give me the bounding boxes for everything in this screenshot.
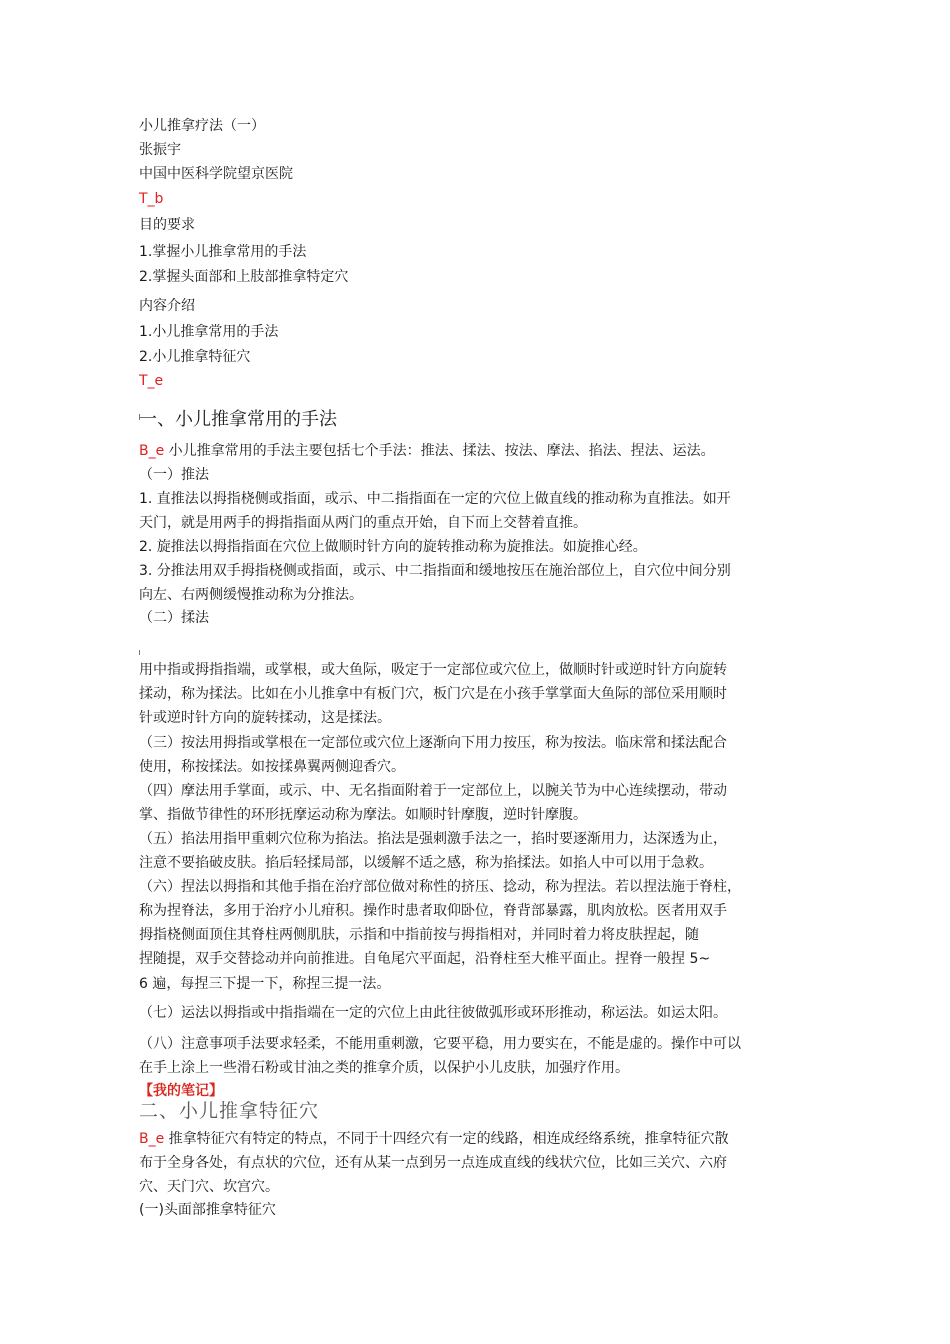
- section1-line: （六）捏法以拇指和其他手指在治疗部位做对称性的挤压、捻动，称为捏法。若以捏法施于脊柱，: [139, 879, 741, 895]
- section1-line: 在手上涂上一些滑石粉或甘油之类的推拿介质，以保护小儿皮肤，加强疗作用。: [139, 1060, 629, 1076]
- section1-line: 注意不要掐破皮肤。掐后轻揉局部，以缓解不适之感，称为掐揉法。如掐人中可以用于急救。: [139, 855, 713, 871]
- section2-line: (一)头面部推拿特征穴: [139, 1202, 276, 1218]
- institution: 中国中医科学院望京医院: [139, 166, 293, 182]
- section1-tag: B_e: [139, 443, 165, 459]
- section1-line: 2. 旋推法以拇指指面在穴位上做顺时针方向的旋转推动称为旋推法。如旋推心经。: [139, 539, 647, 555]
- section1-line: 掌、指做节律性的环形抚摩运动称为摩法。如顺时针摩腹，逆时针摩腹。: [139, 807, 587, 823]
- section1-line: （一）推法: [139, 467, 209, 483]
- section2-tag: B_e: [139, 1131, 165, 1147]
- content-heading: 内容介绍: [139, 298, 195, 314]
- author: 张振宇: [139, 142, 181, 158]
- goal-item: 1.掌握小儿推拿常用的手法: [139, 244, 307, 260]
- section1-line: （七）运法以拇指或中指指端在一定的穴位上由此往彼做弧形或环形推动，称运法。如运太阳。: [139, 1005, 727, 1021]
- doc-title: 小儿推拿疗法（一）: [139, 118, 265, 134]
- margin-mark: [139, 650, 140, 655]
- section1-line: 3. 分推法用双手拇指桡侧或指面，或示、中二指指面和缓地按压在施治部位上，自穴位中间分别: [139, 563, 731, 579]
- section1-line: 用中指或拇指指端，或掌根，或大鱼际，吸定于一定部位或穴位上，做顺时针或逆时针方向旋转: [139, 662, 727, 678]
- section1-line: 揉动，称为揉法。比如在小儿推拿中有板门穴，板门穴是在小孩手掌掌面大鱼际的部位采用顺时: [139, 686, 727, 702]
- section1-line: （四）摩法用手掌面，或示、中、无名指面附着于一定部位上，以腕关节为中心连续摆动，带动: [139, 783, 727, 799]
- section1-line: （八）注意事项手法要求轻柔，不能用重刺激，它要平稳，用力要实在，不能是虚的。操作中可以: [139, 1036, 741, 1052]
- section1-line: 针或逆时针方向的旋转揉动，这是揉法。: [139, 710, 391, 726]
- tag-begin: T_b: [139, 191, 164, 207]
- section1-line: 6 遍，每捏三下提一下，称捏三提一法。: [139, 976, 391, 992]
- section2-paragraph: [139, 1129, 729, 1149]
- content-item: 1.小儿推拿常用的手法: [139, 324, 279, 340]
- section1-line: （二）揉法: [139, 610, 209, 626]
- section1-paragraph: [139, 441, 715, 461]
- section2-heading: 二、小儿推拿特征穴: [139, 1100, 320, 1122]
- my-notes-label: 【我的笔记】: [139, 1083, 223, 1099]
- section1-heading: 一、小儿推拿常用的手法: [139, 409, 337, 430]
- goal-item: 2.掌握头面部和上肢部推拿特定穴: [139, 269, 349, 285]
- section1-line: 使用，称按揉法。如按揉鼻翼两侧迎香穴。: [139, 759, 405, 775]
- content-item: 2.小儿推拿特征穴: [139, 349, 251, 365]
- section1-line: 向左、右两侧缓慢推动称为分推法。: [139, 587, 363, 603]
- section1-line: （三）按法用拇指或掌根在一定部位或穴位上逐渐向下用力按压，称为按法。临床常和揉法配合: [139, 735, 727, 751]
- section1-line: （五）掐法用指甲重刺穴位称为掐法。掐法是强刺激手法之一，掐时要逐渐用力，达深透为止，: [139, 831, 727, 847]
- section2-line: 推拿特征穴有特定的特点，不同于十四经穴有一定的线路，相连成经络系统，推拿特征穴散: [168, 1131, 729, 1147]
- tag-end: T_e: [139, 373, 164, 389]
- section1-line: 拇指桡侧面顶住其脊柱两侧肌肤，示指和中指前按与拇指相对，并同时着力将皮肤捏起，随: [139, 927, 699, 943]
- section1-line: 捏随提，双手交替捻动并向前推进。自龟尾穴平面起，沿脊柱至大椎平面止。捏脊一般捏 5~: [139, 951, 711, 967]
- goals-heading: 目的要求: [139, 217, 195, 233]
- section2-line: 穴、天门穴、坎宫穴。: [139, 1179, 279, 1195]
- section1-line: 称为捏脊法，多用于治疗小儿疳积。操作时患者取仰卧位，脊背部暴露，肌肉放松。医者用双手: [139, 903, 727, 919]
- section1-line: 1. 直推法以拇指桡侧或指面，或示、中二指指面在一定的穴位上做直线的推动称为直推法。如开: [139, 491, 731, 507]
- section1-line: 小儿推拿常用的手法主要包括七个手法：推法、揉法、按法、摩法、掐法、捏法、运法。: [168, 443, 715, 459]
- section1-line: 天门，就是用两手的拇指指面从两门的重点开始，自下而上交替着直推。: [139, 515, 587, 531]
- section2-line: 布于全身各处，有点状的穴位，还有从某一点到另一点连成直线的线状穴位，比如三关穴、六府: [139, 1155, 727, 1171]
